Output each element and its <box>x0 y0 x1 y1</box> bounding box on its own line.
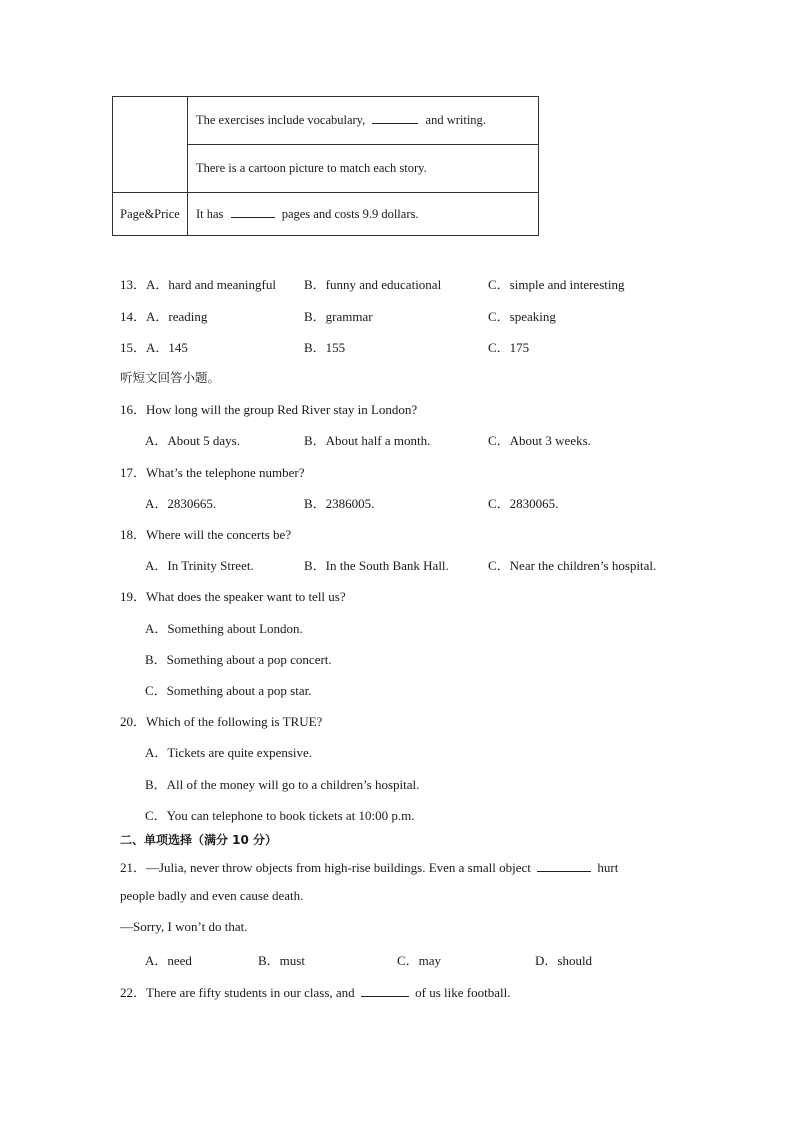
option-c[interactable]: C．speaking <box>488 309 556 324</box>
table-cell <box>188 97 539 145</box>
question-21-line3: —Sorry, I won’t do that. <box>120 919 248 934</box>
table-text: pages and costs 9.9 dollars. <box>281 206 419 221</box>
question-21-line1 <box>120 857 618 876</box>
question-22 <box>120 982 510 1001</box>
answer-blank[interactable] <box>537 861 591 872</box>
table-cell <box>188 193 539 236</box>
option-b[interactable]: B．About half a month. <box>304 433 431 448</box>
table-cell: There is a cartoon picture to match each story. <box>188 145 539 193</box>
question-number: 14． <box>120 309 147 324</box>
table-row <box>113 193 539 236</box>
question-15 <box>120 337 188 356</box>
option-c[interactable]: C．may <box>397 953 442 968</box>
option-c[interactable]: C．simple and interesting <box>488 277 625 292</box>
question-19-text: 19．What does the speaker want to tell us? <box>120 589 346 604</box>
option-a[interactable]: A．reading <box>146 309 208 324</box>
question-18-text: 18．Where will the concerts be? <box>120 527 292 542</box>
option-a[interactable]: A．need <box>145 953 192 968</box>
option-a[interactable]: A．145 <box>146 340 188 355</box>
table-row <box>113 97 539 145</box>
option-b[interactable]: B．grammar <box>304 309 373 324</box>
question-text: 21．—Julia, never throw objects from high-rise buildings. Even a small object <box>120 860 531 875</box>
option-b[interactable]: B．155 <box>304 340 346 355</box>
listening-instruction: 听短文回答小题。 <box>120 370 221 385</box>
question-17-text: 17．What’s the telephone number? <box>120 465 305 480</box>
option-b[interactable]: B．2386005. <box>304 496 375 511</box>
question-text: of us like football. <box>415 985 511 1000</box>
option-c[interactable]: C．175 <box>488 340 530 355</box>
question-16-text: 16．How long will the group Red River stay in London? <box>120 402 418 417</box>
option-c[interactable]: C．Near the children’s hospital. <box>488 558 657 573</box>
option-b[interactable]: B．All of the money will go to a children’s hospital. <box>145 777 420 792</box>
option-a[interactable]: A．2830665. <box>145 496 217 511</box>
option-a[interactable]: A．About 5 days. <box>145 433 240 448</box>
answer-blank[interactable] <box>372 113 418 124</box>
table-text: and writing. <box>425 113 486 127</box>
question-20-text: 20．Which of the following is TRUE? <box>120 714 323 729</box>
option-b[interactable]: B．Something about a pop concert. <box>145 652 332 667</box>
option-b[interactable]: B．In the South Bank Hall. <box>304 558 449 573</box>
section-heading: 二、单项选择（满分 10 分） <box>120 833 278 847</box>
answer-blank[interactable] <box>231 207 275 218</box>
question-number: 13． <box>120 277 147 292</box>
option-b[interactable]: B．funny and educational <box>304 277 442 292</box>
option-c[interactable]: C．You can telephone to book tickets at 10:00 p.m. <box>145 808 415 823</box>
option-b[interactable]: B．must <box>258 953 305 968</box>
option-a[interactable]: A．In Trinity Street. <box>145 558 254 573</box>
option-a[interactable]: A．hard and meaningful <box>146 277 276 292</box>
table-label-cell: Page&Price <box>113 193 188 236</box>
option-c[interactable]: C．2830065. <box>488 496 559 511</box>
option-c[interactable]: C．About 3 weeks. <box>488 433 591 448</box>
option-a[interactable]: A．Something about London. <box>145 621 303 636</box>
question-number: 15． <box>120 340 147 355</box>
table-text: It has <box>196 206 224 221</box>
answer-blank[interactable] <box>361 986 409 997</box>
option-d[interactable]: D．should <box>535 953 593 968</box>
question-13 <box>120 274 276 293</box>
option-a[interactable]: A．Tickets are quite expensive. <box>145 745 313 760</box>
question-text: hurt <box>597 860 619 875</box>
question-text: 22．There are fifty students in our class, and <box>120 985 355 1000</box>
table-text: The exercises include vocabulary, <box>196 113 366 127</box>
book-info-table <box>112 96 539 236</box>
question-14 <box>120 306 207 325</box>
question-21-line2: people badly and even cause death. <box>120 888 304 903</box>
table-label-cell <box>113 97 188 193</box>
option-c[interactable]: C．Something about a pop star. <box>145 683 312 698</box>
